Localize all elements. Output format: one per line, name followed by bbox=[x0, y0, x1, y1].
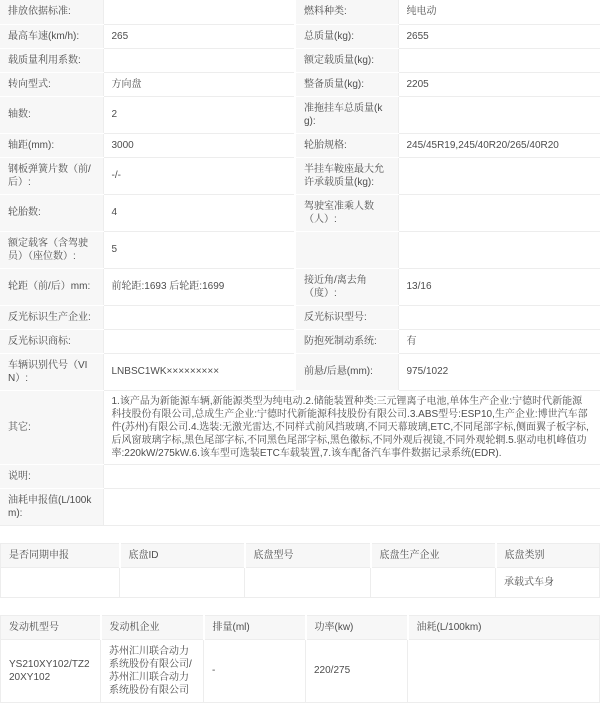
spec-label: 反光标识型号: bbox=[295, 305, 398, 329]
spec-row bbox=[0, 48, 600, 72]
chassis-cell bbox=[1, 567, 120, 597]
spec-value bbox=[398, 194, 600, 231]
spec-value bbox=[398, 48, 600, 72]
spec-label: 载质量利用系数: bbox=[0, 48, 103, 72]
spec-value bbox=[103, 464, 600, 488]
engine-header-row bbox=[1, 615, 600, 639]
spec-value bbox=[398, 157, 600, 194]
chassis-header: 是否同期申报 bbox=[1, 543, 120, 567]
spec-value-other: 1.该产品为新能源车辆,新能源类型为纯电动.2.储能装置种类:三元锂离子电池,单体生产企业:宁德时代新能源科技股份有限公司,总成生产企业:宁德时代新能源科技股份有限公司.3.ABS型号:ESP10,生产企业:博世汽车部件(苏州)有限公司.4.选装:无激光雷达,不同样式前风挡玻璃,不同天幕玻璃,ETC,不同尾部字标,侧面翼子板字标,后风窗玻璃字标,黑色尾部字标,不同黑色尾部字标,黑色徽标,不同外观后视镜,不同外观轮辋.5.驱动电机峰值功率:220kW/275kW.6.该车型可选装ETC车载装置,7.该车配备汽车事件数据记录系统(EDR). bbox=[103, 390, 600, 464]
chassis-table bbox=[0, 543, 600, 598]
engine-company-cell: 苏州汇川联合动力系统股份有限公司/苏州汇川联合动力系统股份有限公司 bbox=[101, 639, 204, 702]
spec-label: 额定载客（含驾驶员）（座位数）: bbox=[0, 231, 103, 268]
spec-label: 转向型式: bbox=[0, 72, 103, 96]
spec-label: 整备质量(kg): bbox=[295, 72, 398, 96]
engine-header: 发动机型号 bbox=[1, 615, 101, 639]
spec-label: 接近角/离去角（度）: bbox=[295, 268, 398, 305]
spec-value bbox=[103, 0, 295, 24]
engine-header: 排量(ml) bbox=[204, 615, 306, 639]
spec-label: 排放依据标准: bbox=[0, 0, 103, 24]
spec-label: 额定载质量(kg): bbox=[295, 48, 398, 72]
chassis-header: 底盘ID bbox=[120, 543, 245, 567]
spec-label: 准拖挂车总质量(kg): bbox=[295, 96, 398, 133]
chassis-value-row bbox=[1, 567, 600, 597]
chassis-header: 底盘生产企业 bbox=[371, 543, 496, 567]
spec-label: 轮距（前/后）mm: bbox=[0, 268, 103, 305]
spec-label: 燃料种类: bbox=[295, 0, 398, 24]
spec-value: 13/16 bbox=[398, 268, 600, 305]
spec-row bbox=[0, 268, 600, 305]
chassis-cell bbox=[245, 567, 371, 597]
spec-row bbox=[0, 157, 600, 194]
spec-value: 方向盘 bbox=[103, 72, 295, 96]
spec-label: 半挂车鞍座最大允许承载质量(kg): bbox=[295, 157, 398, 194]
engine-fuel-cell bbox=[408, 639, 600, 702]
spec-value: 245/45R19,245/40R20/265/40R20 bbox=[398, 133, 600, 157]
spec-value: 2 bbox=[103, 96, 295, 133]
spec-label: 油耗申报值(L/100km): bbox=[0, 488, 103, 525]
spec-row bbox=[0, 133, 600, 157]
spec-value: 265 bbox=[103, 24, 295, 48]
spec-value bbox=[103, 48, 295, 72]
spec-value: 5 bbox=[103, 231, 295, 268]
chassis-cell bbox=[120, 567, 245, 597]
engine-header: 发动机企业 bbox=[101, 615, 204, 639]
spec-row bbox=[0, 24, 600, 48]
engine-value-row bbox=[1, 639, 600, 702]
spec-value bbox=[103, 305, 295, 329]
spec-label: 其它: bbox=[0, 390, 103, 464]
spec-value: 纯电动 bbox=[398, 0, 600, 24]
spec-row-note bbox=[0, 464, 600, 488]
spec-value: LNBSC1WK××××××××× bbox=[103, 353, 295, 390]
engine-model-cell: YS210XY102/TZ220XY102 bbox=[1, 639, 101, 702]
spec-label: 驾驶室准乘人数（人）: bbox=[295, 194, 398, 231]
spec-value bbox=[398, 96, 600, 133]
spec-value: 前轮距:1693 后轮距:1699 bbox=[103, 268, 295, 305]
spec-value: 3000 bbox=[103, 133, 295, 157]
spec-value: 2655 bbox=[398, 24, 600, 48]
engine-table bbox=[0, 615, 600, 703]
spec-value: 4 bbox=[103, 194, 295, 231]
chassis-header: 底盘型号 bbox=[245, 543, 371, 567]
spec-value: 975/1022 bbox=[398, 353, 600, 390]
spec-label: 轴数: bbox=[0, 96, 103, 133]
chassis-cell bbox=[371, 567, 496, 597]
spec-row bbox=[0, 72, 600, 96]
spec-row bbox=[0, 329, 600, 353]
spec-label: 防抱死制动系统: bbox=[295, 329, 398, 353]
spec-label: 反光标识生产企业: bbox=[0, 305, 103, 329]
chassis-header-row bbox=[1, 543, 600, 567]
engine-header: 油耗(L/100km) bbox=[408, 615, 600, 639]
spec-value: 有 bbox=[398, 329, 600, 353]
spec-label: 轴距(mm): bbox=[0, 133, 103, 157]
spec-row-fuel-declared bbox=[0, 488, 600, 525]
spec-label: 总质量(kg): bbox=[295, 24, 398, 48]
spec-label: 钢板弹簧片数（前/后）: bbox=[0, 157, 103, 194]
spec-label: 说明: bbox=[0, 464, 103, 488]
spec-label: 最高车速(km/h): bbox=[0, 24, 103, 48]
chassis-cell: 承载式车身 bbox=[496, 567, 600, 597]
engine-power-cell: 220/275 bbox=[306, 639, 408, 702]
spec-label: 反光标识商标: bbox=[0, 329, 103, 353]
spec-label: 前悬/后悬(mm): bbox=[295, 353, 398, 390]
spec-row bbox=[0, 305, 600, 329]
spec-row bbox=[0, 96, 600, 133]
spec-value bbox=[398, 231, 600, 268]
engine-displacement-cell: - bbox=[204, 639, 306, 702]
spec-label: 车辆识别代号（VIN）: bbox=[0, 353, 103, 390]
spec-value bbox=[103, 488, 600, 525]
spec-label: 轮胎数: bbox=[0, 194, 103, 231]
spec-row bbox=[0, 353, 600, 390]
spec-value bbox=[398, 305, 600, 329]
chassis-header: 底盘类别 bbox=[496, 543, 600, 567]
engine-header: 功率(kw) bbox=[306, 615, 408, 639]
spec-row bbox=[0, 0, 600, 24]
spec-label: 轮胎规格: bbox=[295, 133, 398, 157]
spec-row bbox=[0, 194, 600, 231]
spec-label bbox=[295, 231, 398, 268]
spec-row bbox=[0, 231, 600, 268]
spec-value: -/- bbox=[103, 157, 295, 194]
spec-value bbox=[103, 329, 295, 353]
spec-row-other bbox=[0, 390, 600, 464]
spec-value: 2205 bbox=[398, 72, 600, 96]
